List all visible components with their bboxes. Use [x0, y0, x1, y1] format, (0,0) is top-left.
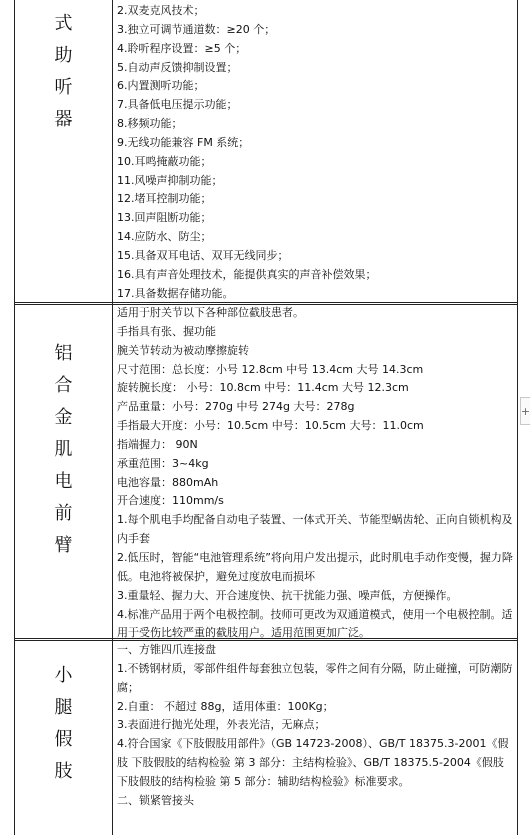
- label-char: 肢: [54, 761, 73, 782]
- spec-line: 6.内置测听功能；: [117, 79, 205, 93]
- label-char: 假: [54, 729, 73, 750]
- spec-line: 15.具备双耳电话、双耳无线同步；: [117, 248, 289, 262]
- spec-line: 手指具有张、握功能: [117, 324, 216, 338]
- spec-line: 5.自动声反馈抑制设置；: [117, 60, 238, 74]
- spec-line: 12.堵耳控制功能；: [117, 192, 212, 206]
- spec-paragraph: 2.自重： 不超过 88g，适用体重：100Kg；: [117, 699, 334, 713]
- scroll-handle[interactable]: [520, 397, 530, 425]
- spec-line: 指端握力： 90N: [117, 437, 198, 451]
- label-char: 肌: [54, 439, 73, 460]
- spec-line: 2.双麦克风技术；: [117, 4, 205, 17]
- section-content-hearing-aid: [117, 2, 513, 304]
- spec-line: 二、锁紧管接头: [117, 793, 194, 807]
- label-char: 金: [54, 407, 73, 428]
- spec-line: 一、方锥四爪连接盘: [117, 643, 216, 656]
- spec-table: [14, 0, 518, 835]
- spec-line: 承重范围：3~4kg: [117, 456, 209, 470]
- spec-line: 7.具备低电压提示功能；: [117, 98, 238, 112]
- spec-paragraph: 4.符合国家《下肢假肢用部件》（GB 14723-2008）、GB/T 18375.3-2001《假肢 下肢假肢的结构检验 第 3 部分：主结构检验》、GB/T 18375.5-2004《假肢 下肢假肢的结构检验 第 5 部分：辅助结构检验》标准要求。: [117, 737, 509, 788]
- spec-line: 产品重量：小号：270g 中号 274g 大号：278g: [117, 400, 355, 414]
- spec-line: 3.独立可调节通道数：≥20 个；: [117, 22, 276, 36]
- spec-line: 17.具备数据存储功能。: [117, 286, 234, 300]
- spec-line: 尺寸范围：总长度：小号 12.8cm 中号 13.4cm 大号 14.3cm: [117, 362, 424, 376]
- label-char: 听: [54, 77, 73, 98]
- label-char: 器: [54, 109, 73, 130]
- spec-line: 4.聆听程序设置：≥5 个；: [117, 41, 247, 55]
- label-char: 铝: [54, 343, 73, 364]
- spec-line: 16.具有声音处理技术，能提供真实的声音补偿效果；: [117, 267, 377, 281]
- spec-line: 手指最大开度：小号：10.5cm 中号：10.5cm 大号：11.0cm: [117, 419, 424, 433]
- spec-paragraph: 1.不锈钢材质，零部件组件每套独立包装，零件之间有分隔，防止碰撞，可防潮防腐；: [117, 661, 513, 694]
- spec-line: 电池容量：880mAh: [117, 475, 219, 489]
- spec-line: 适用于肘关节以下各种部位截肢患者。: [117, 306, 304, 319]
- label-char: 合: [54, 375, 73, 396]
- spec-line: 8.移频功能；: [117, 117, 183, 131]
- label-char: 臂: [54, 535, 73, 556]
- section-content-lower-leg-prosthesis: [117, 641, 513, 811]
- spec-paragraph: 3.重量轻、握力大、开合速度快、抗干扰能力强、噪声低，方便操作。: [117, 588, 458, 602]
- column-divider: [112, 0, 113, 835]
- section-content-myoelectric-forearm: [117, 304, 513, 643]
- spec-paragraph: 2.低压时，智能“电池管理系统”将向用户发出提示，此时肌电手动作变慢，握力降低。电池将被保护，避免过度放电而损坏: [117, 550, 513, 583]
- spec-line: 13.回声阻断功能；: [117, 211, 212, 225]
- spec-line: 10.耳鸣掩蔽功能；: [117, 154, 212, 168]
- spec-line: 9.无线功能兼容 FM 系统；: [117, 135, 250, 149]
- spec-line: 14.应防水、防尘；: [117, 230, 212, 244]
- spec-line: 11.风噪声抑制功能；: [117, 173, 223, 187]
- label-char: 电: [54, 471, 73, 492]
- section-label-myoelectric-forearm: [15, 338, 112, 562]
- label-char: 前: [54, 503, 73, 524]
- label-char: 式: [54, 13, 73, 34]
- label-char: 腿: [54, 697, 73, 718]
- plus-icon: +: [520, 404, 530, 418]
- label-char: 助: [54, 45, 73, 66]
- spec-line: 旋转腕长度： 小号：10.8cm 中号：11.4cm 大号 12.3cm: [117, 381, 409, 395]
- spec-line: 开合速度：110mm/s: [117, 494, 224, 508]
- spec-paragraph: 4.标准产品用于两个电极控制。技师可更改为双通道模式，使用一个电极控制。适用于受伤比较严重的截肢用户。适用范围更加广泛。: [117, 607, 513, 640]
- section-label-hearing-aid: [15, 8, 112, 136]
- spec-paragraph: 3.表面进行抛光处理，外表光洁，无麻点；: [117, 718, 326, 732]
- spec-line: 腕关节转动为被动摩擦旋转: [117, 343, 249, 357]
- label-char: 小: [54, 665, 73, 686]
- section-label-lower-leg-prosthesis: [15, 660, 112, 788]
- spec-paragraph: 1.每个肌电手均配备自动电子装置、一体式开关、节能型蜗齿轮、正向自锁机构及内手套: [117, 513, 513, 546]
